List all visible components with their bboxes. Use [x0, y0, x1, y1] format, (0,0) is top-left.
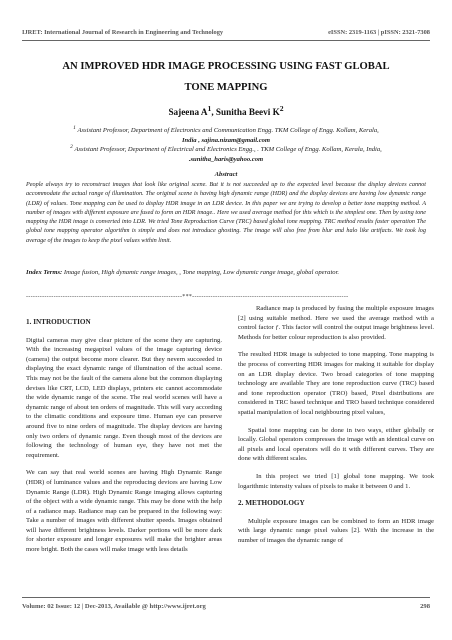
journal-name: IJRET: International Journal of Research in Engineering and Technology [22, 29, 224, 36]
left-column [26, 318, 222, 563]
intro-paragraph-1: Digital cameras may give clear picture of the scene they are capturing. With the increasing megapixel values of the image capturing device (camera) the output become more clearer. But they nevern succeeded in displaying the exact dynamic range of illumination of the actual scene. This may not be the fault of the camera alone but the common displaying devises like CRT, LCD, LED displays, printers etc cannot accommodate the wide dynamic range of the scene. The real world scenes will have a dynamic range of about ten orders of magnitude. This will vary according to the climatic conditions and exposure time. Human eye can preserve around five to nine orders of magnitude. The display devices are having only two orders of dynamic range. Even though most of the devices are following the technology of human eye, they have not met the requirement. [26, 336, 222, 459]
affiliation-1-line-1: Assistant Professor, Department of Electronics and Communication Engg. TKM College of Engg. Kollam, Kerala, [77, 127, 379, 135]
right-paragraph-4: In this project we tried [1] global tone mapping. We took logarithmic intensity values of pixels to make it between 0 and 1. [238, 472, 434, 490]
index-terms [26, 268, 426, 278]
abstract-text: People always try to reconstruct images that look like original scene. But it is not succeeded up to the expected level because the display devices cannot accommodate the actual range of illumination. The original scene is having high dynamic range (HDR) and the display devices are having low dynamic range (LDR) of values. Tone mapping can be used to display HDR image in an LDR device. In this paper we are trying to develop a better tone mapping method. A number of images with different exposure are fused to form an HDR image.. Here we used average method for this which is the simplest one. Then by using tone mapping the HDR image is converted into LDR. We tried Tone Reproduction Curve (TRC) based global tone mapping. TRC method results faster operation The global tone mapping operator algorithm is simple and does not introduce ghosting. The image will also free from blur and halo like artifacts. We took log average of the images to keep the pixel values within limit. [26, 181, 426, 244]
author-1-sup: 1 [207, 104, 212, 113]
affiliation-1 [24, 124, 428, 145]
issn: eISSN: 2319-1163 | pISSN: 2321-7308 [328, 29, 430, 36]
paper-title [20, 56, 432, 98]
right-paragraph-3: Spatial tone mapping can be done in two ways, either globally or locally. Global operators compresses the image with an identical curve on all pixels and local operators will do it with different curves. They are done with different scales. [238, 426, 434, 463]
author-2: Sunitha Beevi K [215, 107, 280, 118]
header-rule [22, 40, 430, 41]
section-heading-introduction: 1. INTRODUCTION [26, 318, 91, 326]
affiliation-1-line-2: India , sajina.nizam@gmail.com [181, 136, 271, 144]
right-column [238, 304, 434, 553]
right-paragraph-2: The resulted HDR image is subjected to tone mapping. Tone mapping is the process of converting HDR images for making it suitable for display on an LDR display device. Two broad categories of tone mapping technology are available They are tone reproduction curve (TRC) based and tone reproduction operator (TRO) based, Pixel distributions are considered in TRC based technique and TRO based technique considered spatial manipulation of local neighbouring pixel values, [238, 351, 434, 416]
footer-volume: Volume: 02 Issue: 12 | Dec-2013, Available @ http://www.ijret.org [22, 603, 206, 610]
title-line-2: TONE MAPPING [184, 82, 268, 93]
right-paragraph-1: Radiance map is produced by fusing the multiple exposure images [2] using suitable method. Here we used the average method with a control factor ƒ. This factor will control the output image brightness level. Methods for better colour reproduction is also provided. [238, 305, 434, 341]
author-separator: , [211, 107, 216, 118]
affiliation-2 [24, 143, 428, 164]
affiliation-2-line-1: Assistant Professor, Department of Electrical and Electronics Engg., . TKM College of Engg. Kollam, Kerala, India, [74, 146, 382, 154]
affiliation-2-line-2: .sunitha_haris@yahoo.com [188, 155, 264, 163]
author-line [20, 104, 432, 117]
page-number: 298 [420, 603, 430, 610]
methodology-paragraph-1: Multiple exposure images can be combined to form an HDR image with large dynamic range pixel values [2]. With the increase in the number of images the dynamic range of [238, 517, 434, 544]
intro-paragraph-2: We can say that real world scenes are having High Dynamic Range (HDR) of luminance values and the reproducing devices are having Low Dynamic Range (LDR). High Dynamic Range imaging allows capturing of the object with a wide dynamic range. This may be done with the help of a radiance map. Radiance map can be prepared in the following way: Take a number of images with different shutter speeds. Images obtained will have different brightness levels. Darker portions will be more dark for shorter exposure and longer exposures will make the brighter areas more bright. Both the cases will make image with less details [26, 469, 222, 554]
running-header [22, 29, 430, 36]
author-2-sup: 2 [279, 104, 284, 113]
section-separator: --------------------------------------------------------------------***-------------------------------------------------------------------- [26, 294, 349, 300]
author-1: Sajeena A [168, 107, 208, 118]
running-footer [22, 603, 430, 610]
footer-rule [22, 597, 430, 598]
index-terms-label: Index Terms: [26, 269, 63, 276]
affiliation-2-sup: 2 [70, 144, 73, 150]
section-heading-methodology: 2. METHODOLOGY [238, 499, 305, 508]
index-terms-text: Image fusion, High dynamic range images, , Tone mapping, Low dynamic range image, global operator. [62, 269, 340, 276]
affiliation-1-sup: 1 [73, 125, 76, 131]
title-line-1: AN IMPROVED HDR IMAGE PROCESSING USING FAST GLOBAL [62, 61, 390, 72]
abstract-heading: Abstract [214, 171, 238, 178]
